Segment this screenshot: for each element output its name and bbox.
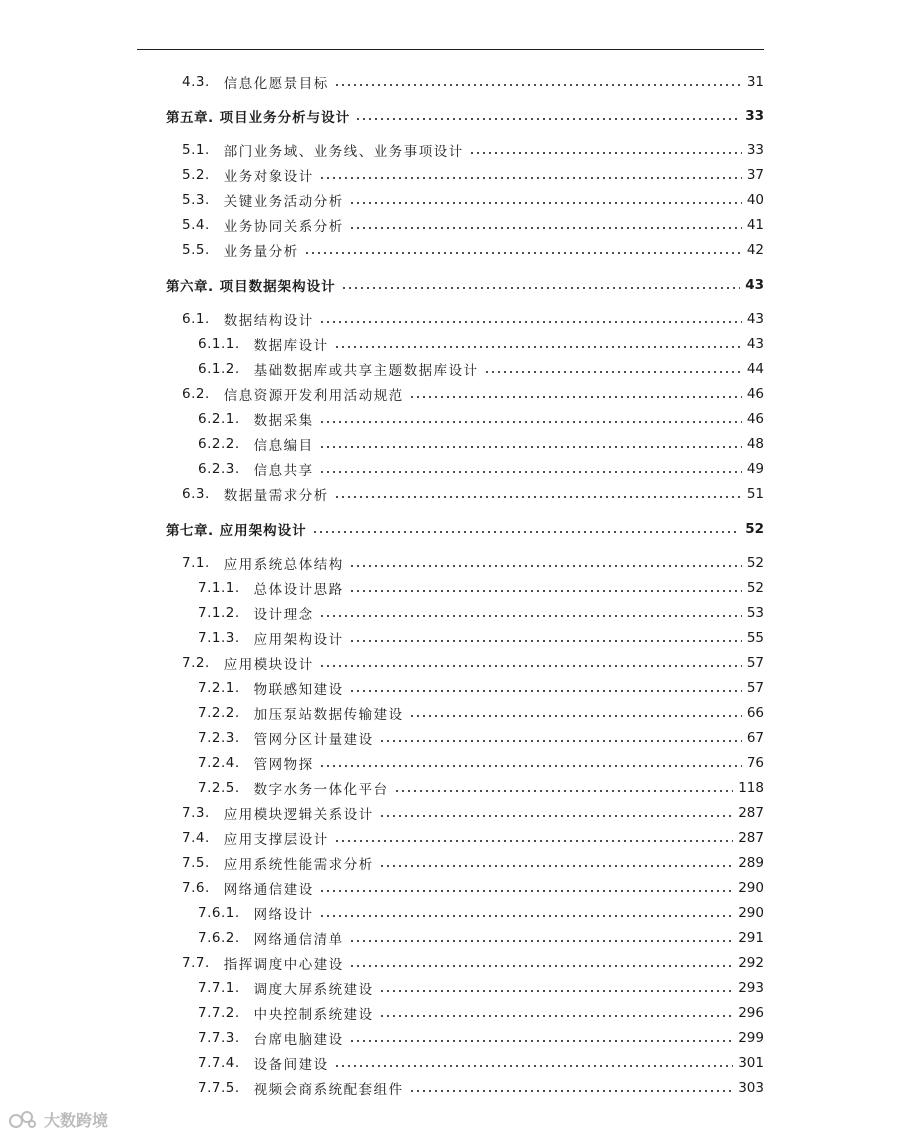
toc-section-entry[interactable] xyxy=(0,238,900,262)
toc-page-number: 48 xyxy=(746,436,764,452)
toc-entry-title: 项目数据架构设计 xyxy=(219,279,336,295)
toc-entry-number: 第七章. xyxy=(166,523,214,539)
toc-entry-number: 6.2.3. xyxy=(198,461,240,477)
toc-dot-leader xyxy=(409,708,742,718)
toc-page-number: 53 xyxy=(746,605,764,621)
toc-subsection-entry[interactable] xyxy=(0,576,900,600)
toc-entry-title: 信息共享 xyxy=(253,463,314,479)
toc-page-number: 66 xyxy=(746,705,764,721)
toc-subsection-entry[interactable] xyxy=(0,457,900,481)
toc-entry-title: 数据量需求分析 xyxy=(223,488,329,504)
toc-entry-number: 7.1.3. xyxy=(198,630,240,646)
toc-dot-leader xyxy=(304,245,742,255)
toc-entry-title: 管网物探 xyxy=(253,757,314,773)
toc-entry-title: 指挥调度中心建设 xyxy=(223,957,344,973)
toc-entry-number: 7.6. xyxy=(182,880,210,896)
toc-entry-number: 7.2.3. xyxy=(198,730,240,746)
toc-section-entry[interactable] xyxy=(0,951,900,975)
toc-dot-leader xyxy=(319,883,733,893)
toc-chapter-entry[interactable] xyxy=(0,104,900,128)
toc-entry-number: 7.7. xyxy=(182,955,210,971)
toc-entry-title: 设计理念 xyxy=(253,607,314,623)
toc-entry-number: 7.1.1. xyxy=(198,580,240,596)
toc-dot-leader xyxy=(312,524,741,534)
toc-dot-leader xyxy=(319,608,742,618)
toc-entry-number: 7.2.1. xyxy=(198,680,240,696)
toc-page-number: 291 xyxy=(738,930,764,946)
toc-entry-number: 6.2. xyxy=(182,386,210,402)
toc-subsection-entry[interactable] xyxy=(0,676,900,700)
toc-subsection-entry[interactable] xyxy=(0,626,900,650)
toc-entry-number: 7.7.5. xyxy=(198,1080,240,1096)
toc-subsection-entry[interactable] xyxy=(0,726,900,750)
toc-section-entry[interactable] xyxy=(0,138,900,162)
toc-subsection-entry[interactable] xyxy=(0,926,900,950)
toc-section-entry[interactable] xyxy=(0,213,900,237)
toc-entry-title: 设备间建设 xyxy=(253,1057,329,1073)
toc-dot-leader xyxy=(349,583,742,593)
toc-entry-title: 信息编目 xyxy=(253,438,314,454)
toc-page-number: 289 xyxy=(738,855,764,871)
toc-page-number: 41 xyxy=(746,217,764,233)
toc-dot-leader xyxy=(334,489,742,499)
toc-entry-title: 应用支撑层设计 xyxy=(223,832,329,848)
toc-subsection-entry[interactable] xyxy=(0,357,900,381)
toc-dot-leader xyxy=(469,145,742,155)
toc-dot-leader xyxy=(379,1008,734,1018)
toc-entry-number: 7.7.2. xyxy=(198,1005,240,1021)
toc-entry-title: 网络通信建设 xyxy=(223,882,314,898)
toc-dot-leader xyxy=(355,111,740,121)
toc-entry-title: 视频会商系统配套组件 xyxy=(253,1082,404,1098)
toc-entry-title: 业务协同关系分析 xyxy=(223,219,344,235)
toc-page-number: 31 xyxy=(746,74,764,90)
toc-entry-number: 5.1. xyxy=(182,142,210,158)
toc-entry-number: 6.1.1. xyxy=(198,336,240,352)
toc-dot-leader xyxy=(349,558,742,568)
toc-page-number: 51 xyxy=(746,486,764,502)
toc-section-entry[interactable] xyxy=(0,307,900,331)
toc-entry-number: 5.4. xyxy=(182,217,210,233)
toc-dot-leader xyxy=(319,414,742,424)
toc-section-entry[interactable] xyxy=(0,163,900,187)
toc-entry-number: 6.1.2. xyxy=(198,361,240,377)
toc-page-number: 43 xyxy=(746,336,764,352)
toc-page-number: 55 xyxy=(746,630,764,646)
toc-entry-title: 总体设计思路 xyxy=(253,582,344,598)
toc-entry-title: 应用架构设计 xyxy=(253,632,344,648)
brand-logo-icon xyxy=(8,1109,38,1131)
toc-dot-leader xyxy=(349,958,733,968)
toc-entry-title: 项目业务分析与设计 xyxy=(219,110,351,126)
toc-entry-number: 6.2.1. xyxy=(198,411,240,427)
toc-entry-title: 应用系统性能需求分析 xyxy=(223,857,374,873)
toc-entry-number: 7.2. xyxy=(182,655,210,671)
toc-entry-title: 中央控制系统建设 xyxy=(253,1007,374,1023)
toc-page-number: 293 xyxy=(738,980,764,996)
toc-page-number: 46 xyxy=(746,411,764,427)
toc-subsection-entry[interactable] xyxy=(0,432,900,456)
toc-page-number: 290 xyxy=(738,905,764,921)
toc-dot-leader xyxy=(334,77,742,87)
toc-dot-leader xyxy=(334,1058,734,1068)
toc-dot-leader xyxy=(379,983,734,993)
toc-dot-leader xyxy=(349,633,742,643)
toc-dot-leader xyxy=(334,833,733,843)
toc-entry-title: 台席电脑建设 xyxy=(253,1032,344,1048)
toc-dot-leader xyxy=(319,464,742,474)
toc-dot-leader xyxy=(319,439,742,449)
toc-page-number: 43 xyxy=(746,311,764,327)
toc-entry-number: 第五章. xyxy=(166,110,214,126)
toc-entry-number: 第六章. xyxy=(166,279,214,295)
toc-entry-title: 应用架构设计 xyxy=(219,523,307,539)
toc-entry-title: 物联感知建设 xyxy=(253,682,344,698)
toc-dot-leader xyxy=(349,683,742,693)
toc-entry-title: 应用模块逻辑关系设计 xyxy=(223,807,374,823)
toc-subsection-entry[interactable] xyxy=(0,751,900,775)
toc-dot-leader xyxy=(319,658,742,668)
toc-entry-title: 加压泵站数据传输建设 xyxy=(253,707,404,723)
toc-entry-number: 5.5. xyxy=(182,242,210,258)
toc-dot-leader xyxy=(349,220,742,230)
toc-subsection-entry[interactable] xyxy=(0,1076,900,1100)
toc-dot-leader xyxy=(334,339,742,349)
toc-dot-leader xyxy=(319,170,742,180)
toc-entry-title: 数字水务一体化平台 xyxy=(253,782,389,798)
toc-entry-number: 5.2. xyxy=(182,167,210,183)
toc-page-number: 292 xyxy=(738,955,764,971)
toc-page-number: 287 xyxy=(738,805,764,821)
toc-page-number: 296 xyxy=(738,1005,764,1021)
toc-dot-leader xyxy=(319,758,742,768)
toc-entry-title: 信息化愿景目标 xyxy=(223,76,329,92)
toc-entry-title: 网络设计 xyxy=(253,907,314,923)
toc-page-number: 42 xyxy=(746,242,764,258)
toc-dot-leader xyxy=(379,808,733,818)
toc-entry-title: 关键业务活动分析 xyxy=(223,194,344,210)
toc-entry-number: 5.3. xyxy=(182,192,210,208)
toc-page-number: 46 xyxy=(746,386,764,402)
toc-subsection-entry[interactable] xyxy=(0,601,900,625)
toc-entry-number: 6.1. xyxy=(182,311,210,327)
toc-section-entry[interactable] xyxy=(0,482,900,506)
toc-page-number: 33 xyxy=(745,108,764,124)
toc-page-number: 287 xyxy=(738,830,764,846)
toc-section-entry[interactable] xyxy=(0,851,900,875)
toc-subsection-entry[interactable] xyxy=(0,901,900,925)
toc-subsection-entry[interactable] xyxy=(0,701,900,725)
toc-dot-leader xyxy=(409,1083,734,1093)
toc-section-entry[interactable] xyxy=(0,382,900,406)
toc-page-number: 303 xyxy=(738,1080,764,1096)
toc-entry-number: 7.6.1. xyxy=(198,905,240,921)
toc-entry-title: 应用模块设计 xyxy=(223,657,314,673)
toc-chapter-entry[interactable] xyxy=(0,517,900,541)
toc-entry-title: 信息资源开发利用活动规范 xyxy=(223,388,404,404)
toc-entry-number: 7.7.4. xyxy=(198,1055,240,1071)
toc-section-entry[interactable] xyxy=(0,70,900,94)
toc-entry-number: 7.1.2. xyxy=(198,605,240,621)
toc-page-number: 52 xyxy=(746,555,764,571)
toc-entry-number: 7.7.1. xyxy=(198,980,240,996)
toc-entry-number: 6.3. xyxy=(182,486,210,502)
toc-dot-leader xyxy=(341,280,741,290)
toc-section-entry[interactable] xyxy=(0,876,900,900)
toc-dot-leader xyxy=(319,314,742,324)
toc-entry-number: 6.2.2. xyxy=(198,436,240,452)
toc-entry-number: 7.2.5. xyxy=(198,780,240,796)
toc-entry-number: 7.1. xyxy=(182,555,210,571)
toc-entry-title: 业务对象设计 xyxy=(223,169,314,185)
toc-page-number: 299 xyxy=(738,1030,764,1046)
toc-subsection-entry[interactable] xyxy=(0,1001,900,1025)
toc-page-number: 57 xyxy=(746,655,764,671)
toc-page-number: 290 xyxy=(738,880,764,896)
toc-entry-title: 数据库设计 xyxy=(253,338,329,354)
toc-entry-title: 数据结构设计 xyxy=(223,313,314,329)
toc-page-number: 52 xyxy=(746,580,764,596)
toc-dot-leader xyxy=(484,364,742,374)
toc-dot-leader xyxy=(349,195,742,205)
toc-page-number: 33 xyxy=(746,142,764,158)
toc-entry-number: 7.3. xyxy=(182,805,210,821)
toc-entry-number: 7.5. xyxy=(182,855,210,871)
toc-section-entry[interactable] xyxy=(0,651,900,675)
toc-page-number: 52 xyxy=(745,521,764,537)
toc-page-number: 43 xyxy=(745,277,764,293)
toc-page-number: 301 xyxy=(738,1055,764,1071)
toc-page-number: 44 xyxy=(746,361,764,377)
toc-page-number: 118 xyxy=(738,780,764,796)
toc-subsection-entry[interactable] xyxy=(0,332,900,356)
toc-subsection-entry[interactable] xyxy=(0,776,900,800)
toc-entry-title: 数据采集 xyxy=(253,413,314,429)
toc-section-entry[interactable] xyxy=(0,551,900,575)
toc-section-entry[interactable] xyxy=(0,826,900,850)
toc-entry-title: 业务量分析 xyxy=(223,244,299,260)
watermark-text: 大数跨境 xyxy=(44,1111,109,1130)
toc-subsection-entry[interactable] xyxy=(0,1026,900,1050)
toc-entry-number: 7.6.2. xyxy=(198,930,240,946)
toc-entry-title: 应用系统总体结构 xyxy=(223,557,344,573)
toc-entry-number: 7.4. xyxy=(182,830,210,846)
toc-chapter-entry[interactable] xyxy=(0,273,900,297)
toc-page-number: 49 xyxy=(746,461,764,477)
toc-entry-title: 调度大屏系统建设 xyxy=(253,982,374,998)
toc-page-number: 57 xyxy=(746,680,764,696)
watermark xyxy=(8,1108,108,1131)
toc-dot-leader xyxy=(349,933,734,943)
toc-entry-title: 部门业务域、业务线、业务事项设计 xyxy=(223,144,464,160)
toc-entry-title: 网络通信清单 xyxy=(253,932,344,948)
toc-dot-leader xyxy=(349,1033,734,1043)
toc-subsection-entry[interactable] xyxy=(0,1051,900,1075)
toc-entry-number: 7.2.4. xyxy=(198,755,240,771)
toc-page-number: 40 xyxy=(746,192,764,208)
toc-page-number: 67 xyxy=(746,730,764,746)
toc-entry-title: 基础数据库或共享主题数据库设计 xyxy=(253,363,479,379)
toc-entry-number: 4.3. xyxy=(182,74,210,90)
toc-dot-leader xyxy=(319,908,734,918)
toc-section-entry[interactable] xyxy=(0,188,900,212)
toc-subsection-entry[interactable] xyxy=(0,407,900,431)
toc-section-entry[interactable] xyxy=(0,801,900,825)
toc-dot-leader xyxy=(379,733,742,743)
toc-entry-number: 7.2.2. xyxy=(198,705,240,721)
toc-page-number: 76 xyxy=(746,755,764,771)
toc-entry-title: 管网分区计量建设 xyxy=(253,732,374,748)
toc-dot-leader xyxy=(394,783,734,793)
toc-dot-leader xyxy=(379,858,733,868)
toc-entry-number: 7.7.3. xyxy=(198,1030,240,1046)
toc-dot-leader xyxy=(409,389,742,399)
toc-page-number: 37 xyxy=(746,167,764,183)
toc-subsection-entry[interactable] xyxy=(0,976,900,1000)
